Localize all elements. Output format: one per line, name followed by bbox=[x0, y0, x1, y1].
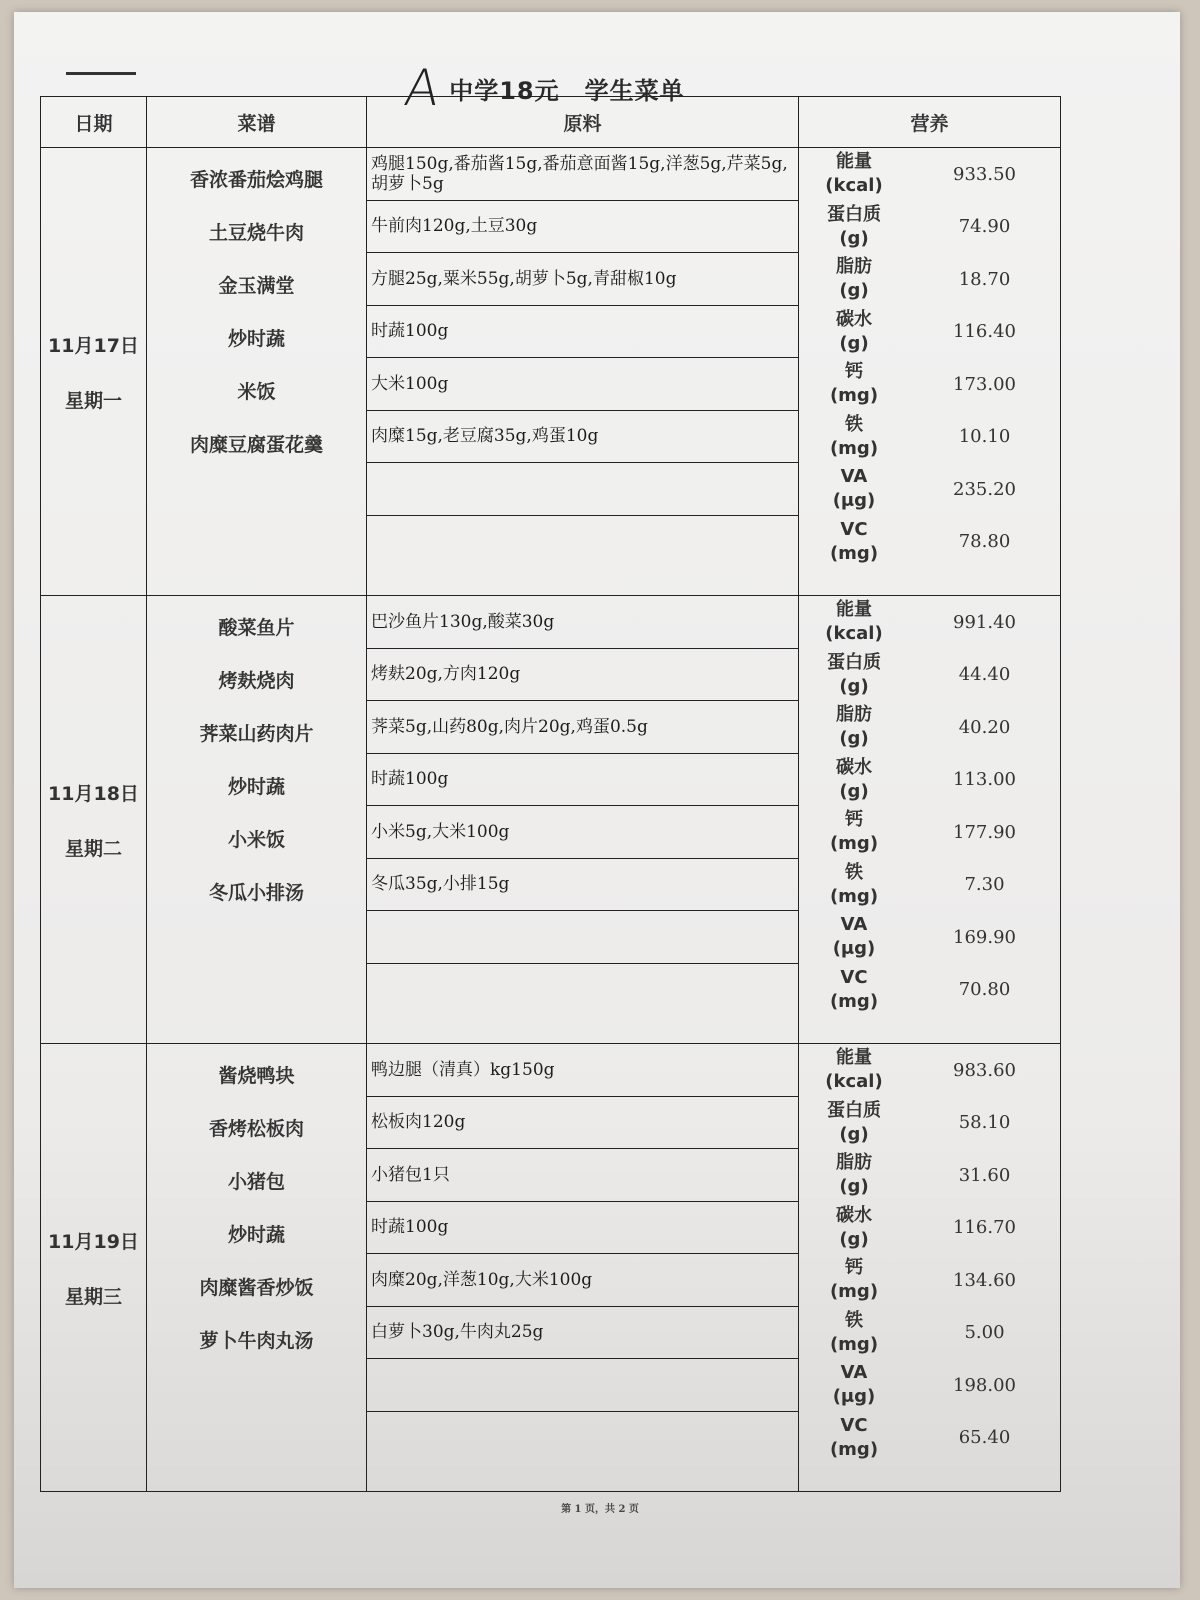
nutrient-label bbox=[799, 703, 909, 751]
weekday-label: 星期一 bbox=[64, 389, 122, 412]
nutrient-label bbox=[799, 1256, 909, 1304]
handwritten-mark: A bbox=[400, 59, 444, 117]
nutrition-row bbox=[799, 859, 1060, 912]
day-row bbox=[41, 596, 1061, 1044]
weekday-label: 星期三 bbox=[64, 1285, 122, 1308]
ingredient-line: 牛前肉120g,土豆30g bbox=[367, 201, 798, 254]
nutrition-row bbox=[799, 754, 1060, 807]
nutrient-name: 铁 bbox=[845, 413, 863, 435]
nutrient-name: 钙 bbox=[845, 1257, 863, 1279]
nutrient-label bbox=[799, 651, 909, 699]
ingredients-cell bbox=[367, 1044, 799, 1492]
nutrition-row bbox=[799, 1149, 1060, 1202]
table-header-row bbox=[41, 97, 1061, 148]
nutrient-value: 933.50 bbox=[953, 163, 1016, 185]
nutrient-name: 碳水 bbox=[836, 756, 872, 778]
nutrient-value: 113.00 bbox=[953, 769, 1016, 791]
nutrient-name: 蛋白质 bbox=[827, 203, 881, 225]
nutrient-label bbox=[799, 808, 909, 856]
nutrient-label bbox=[799, 598, 909, 646]
nutrient-unit: (mg) bbox=[829, 385, 879, 407]
header-nutrition: 营养 bbox=[799, 97, 1061, 148]
nutrient-label bbox=[799, 1361, 909, 1409]
nutrition-row bbox=[799, 148, 1060, 201]
nutrient-unit: (mg) bbox=[829, 1281, 879, 1303]
nutrient-unit: (g) bbox=[839, 1123, 869, 1145]
nutrient-value: 169.90 bbox=[953, 926, 1016, 948]
nutrient-name: VA bbox=[840, 466, 868, 488]
nutrition-row bbox=[799, 1202, 1060, 1255]
nutrient-label bbox=[799, 465, 909, 513]
ingredient-line: 荠菜5g,山药80g,肉片20g,鸡蛋0.5g bbox=[367, 701, 798, 754]
ingredient-line: 小猪包1只 bbox=[367, 1149, 798, 1202]
nutrition-row bbox=[799, 463, 1060, 516]
nutrition-row bbox=[799, 649, 1060, 702]
nutrient-name: 钙 bbox=[845, 809, 863, 831]
dish-name: 肉糜豆腐蛋花羹 bbox=[189, 434, 323, 456]
nutrition-row bbox=[799, 516, 1060, 569]
nutrient-name: 钙 bbox=[845, 361, 863, 383]
nutrition-cell bbox=[799, 596, 1061, 1044]
nutrient-name: 脂肪 bbox=[836, 704, 872, 726]
ingredient-line: 巴沙鱼片130g,酸菜30g bbox=[367, 596, 798, 649]
nutrition-cell bbox=[799, 1044, 1061, 1492]
nutrient-value: 198.00 bbox=[953, 1374, 1016, 1396]
nutrient-name: 能量 bbox=[836, 599, 872, 621]
ingredient-line: 方腿25g,粟米55g,胡萝卜5g,青甜椒10g bbox=[367, 253, 798, 306]
nutrient-label bbox=[799, 756, 909, 804]
date-cell bbox=[41, 148, 147, 596]
nutrient-label bbox=[799, 1046, 909, 1094]
dish-name: 炒时蔬 bbox=[227, 776, 285, 798]
nutrient-value: 70.80 bbox=[958, 979, 1011, 1001]
nutrient-unit: (g) bbox=[839, 780, 869, 802]
nutrient-label bbox=[799, 255, 909, 303]
nutrient-name: 蛋白质 bbox=[827, 651, 881, 673]
nutrient-name: VA bbox=[840, 1362, 868, 1384]
nutrient-unit: (mg) bbox=[829, 1438, 879, 1460]
page-title: 中学18元 学生菜单 bbox=[449, 76, 685, 105]
date-label: 11月17日 bbox=[48, 334, 139, 357]
date-cell bbox=[41, 596, 147, 1044]
ingredient-line: 时蔬100g bbox=[367, 306, 798, 359]
dishes-cell bbox=[147, 148, 367, 596]
nutrition-cell bbox=[799, 148, 1061, 596]
nutrient-label bbox=[799, 413, 909, 461]
ingredient-line: 肉糜20g,洋葱10g,大米100g bbox=[367, 1254, 798, 1307]
nutrition-row bbox=[799, 253, 1060, 306]
nutrient-name: 碳水 bbox=[836, 308, 872, 330]
nutrient-value: 44.40 bbox=[958, 664, 1011, 686]
nutrient-unit: (mg) bbox=[829, 437, 879, 459]
nutrient-name: VC bbox=[840, 518, 868, 540]
day-row bbox=[41, 148, 1061, 596]
dish-name: 酱烧鸭块 bbox=[218, 1065, 295, 1087]
dishes-cell bbox=[147, 1044, 367, 1492]
nutrient-label bbox=[799, 518, 909, 566]
nutrient-label bbox=[799, 1309, 909, 1357]
menu-table bbox=[40, 96, 1061, 1492]
nutrient-value: 235.20 bbox=[953, 478, 1016, 500]
date-label: 11月18日 bbox=[48, 782, 139, 805]
nutrition-row bbox=[799, 806, 1060, 859]
nutrient-value: 40.20 bbox=[958, 716, 1011, 738]
date-label: 11月19日 bbox=[48, 1230, 139, 1253]
ingredient-line: 时蔬100g bbox=[367, 1202, 798, 1255]
nutrient-unit: (g) bbox=[839, 1228, 869, 1250]
dishes-cell bbox=[147, 596, 367, 1044]
nutrient-unit: (mg) bbox=[829, 990, 879, 1012]
nutrient-value: 5.00 bbox=[964, 1322, 1005, 1344]
nutrient-value: 7.30 bbox=[964, 874, 1005, 896]
nutrient-value: 116.70 bbox=[953, 1217, 1016, 1239]
nutrient-unit: (μg) bbox=[832, 1386, 876, 1408]
dish-name: 小米饭 bbox=[227, 829, 285, 851]
nutrient-unit: (mg) bbox=[829, 1333, 879, 1355]
nutrition-row bbox=[799, 701, 1060, 754]
nutrient-value: 134.60 bbox=[953, 1269, 1016, 1291]
ingredient-line: 时蔬100g bbox=[367, 754, 798, 807]
nutrient-label bbox=[799, 150, 909, 198]
nutrient-name: 蛋白质 bbox=[827, 1099, 881, 1121]
nutrition-row bbox=[799, 911, 1060, 964]
nutrition-row bbox=[799, 358, 1060, 411]
nutrient-unit: (mg) bbox=[829, 885, 879, 907]
ingredient-line: 鸡腿150g,番茄酱15g,番茄意面酱15g,洋葱5g,芹菜5g,胡萝卜5g bbox=[367, 148, 798, 201]
nutrition-row bbox=[799, 1044, 1060, 1097]
nutrient-label bbox=[799, 913, 909, 961]
nutrient-unit: (g) bbox=[839, 1176, 869, 1198]
nutrient-unit: (g) bbox=[839, 332, 869, 354]
nutrient-label bbox=[799, 360, 909, 408]
nutrient-value: 173.00 bbox=[953, 373, 1016, 395]
header-dishes: 菜谱 bbox=[147, 97, 367, 148]
ingredient-line: 白萝卜30g,牛肉丸25g bbox=[367, 1307, 798, 1360]
ingredient-line: 大米100g bbox=[367, 358, 798, 411]
nutrition-row bbox=[799, 411, 1060, 464]
dish-name: 土豆烧牛肉 bbox=[208, 222, 304, 244]
nutrient-label bbox=[799, 203, 909, 251]
dish-name: 香浓番茄烩鸡腿 bbox=[189, 169, 323, 191]
header-date: 日期 bbox=[41, 97, 147, 148]
dish-name: 冬瓜小排汤 bbox=[208, 882, 304, 904]
ingredient-line: 松板肉120g bbox=[367, 1097, 798, 1150]
ingredient-line: 鸭边腿（清真）kg150g bbox=[367, 1044, 798, 1097]
ingredient-line bbox=[367, 1359, 798, 1412]
nutrient-unit: (μg) bbox=[832, 490, 876, 512]
nutrient-label bbox=[799, 1204, 909, 1252]
nutrient-unit: (g) bbox=[839, 280, 869, 302]
nutrient-unit: (kcal) bbox=[825, 623, 883, 645]
nutrient-value: 10.10 bbox=[958, 426, 1011, 448]
nutrient-value: 983.60 bbox=[953, 1059, 1016, 1081]
nutrient-unit: (μg) bbox=[832, 938, 876, 960]
nutrient-name: 碳水 bbox=[836, 1204, 872, 1226]
ingredients-cell bbox=[367, 596, 799, 1044]
nutrition-row bbox=[799, 1307, 1060, 1360]
nutrient-unit: (g) bbox=[839, 728, 869, 750]
nutrient-unit: (kcal) bbox=[825, 175, 883, 197]
dish-name: 金玉满堂 bbox=[218, 275, 295, 297]
nutrient-name: 能量 bbox=[836, 151, 872, 173]
dish-name: 肉糜酱香炒饭 bbox=[199, 1277, 314, 1299]
dish-name: 炒时蔬 bbox=[227, 1224, 285, 1246]
nutrient-value: 74.90 bbox=[958, 216, 1011, 238]
ingredient-line bbox=[367, 516, 798, 569]
dish-name: 萝卜牛肉丸汤 bbox=[199, 1330, 314, 1352]
nutrition-row bbox=[799, 596, 1060, 649]
nutrition-row bbox=[799, 1412, 1060, 1465]
nutrient-value: 78.80 bbox=[958, 531, 1011, 553]
date-cell bbox=[41, 1044, 147, 1492]
day-row bbox=[41, 1044, 1061, 1492]
nutrient-value: 177.90 bbox=[953, 821, 1016, 843]
ingredient-line bbox=[367, 1412, 798, 1465]
nutrient-name: 能量 bbox=[836, 1047, 872, 1069]
nutrient-name: VC bbox=[840, 966, 868, 988]
nutrient-unit: (g) bbox=[839, 675, 869, 697]
nutrient-name: VA bbox=[840, 914, 868, 936]
nutrition-row bbox=[799, 1097, 1060, 1150]
header-ingredients: 原料 bbox=[367, 97, 799, 148]
dish-name: 炒时蔬 bbox=[227, 328, 285, 350]
dish-name: 酸菜鱼片 bbox=[218, 617, 295, 639]
nutrient-label bbox=[799, 308, 909, 356]
nutrient-value: 18.70 bbox=[958, 268, 1011, 290]
nutrient-name: 脂肪 bbox=[836, 256, 872, 278]
nutrient-value: 116.40 bbox=[953, 321, 1016, 343]
nutrient-name: 脂肪 bbox=[836, 1152, 872, 1174]
nutrient-value: 991.40 bbox=[953, 611, 1016, 633]
ingredient-line: 肉糜15g,老豆腐35g,鸡蛋10g bbox=[367, 411, 798, 464]
nutrient-label bbox=[799, 1414, 909, 1462]
nutrient-value: 31.60 bbox=[958, 1164, 1011, 1186]
nutrient-unit: (mg) bbox=[829, 542, 879, 564]
dish-name: 荠菜山药肉片 bbox=[199, 723, 314, 745]
ingredient-line: 小米5g,大米100g bbox=[367, 806, 798, 859]
nutrient-label bbox=[799, 861, 909, 909]
nutrient-name: 铁 bbox=[845, 861, 863, 883]
nutrient-unit: (mg) bbox=[829, 833, 879, 855]
pen-stroke bbox=[66, 72, 136, 75]
nutrient-unit: (kcal) bbox=[825, 1071, 883, 1093]
nutrient-unit: (g) bbox=[839, 227, 869, 249]
dish-name: 香烤松板肉 bbox=[208, 1118, 304, 1140]
nutrient-name: 铁 bbox=[845, 1309, 863, 1331]
nutrient-name: VC bbox=[840, 1414, 868, 1436]
ingredient-line: 冬瓜35g,小排15g bbox=[367, 859, 798, 912]
dish-name: 小猪包 bbox=[227, 1171, 285, 1193]
nutrient-label bbox=[799, 1151, 909, 1199]
nutrient-label bbox=[799, 1099, 909, 1147]
nutrient-value: 65.40 bbox=[958, 1427, 1011, 1449]
dish-name: 烤麸烧肉 bbox=[218, 670, 295, 692]
ingredient-line bbox=[367, 964, 798, 1017]
weekday-label: 星期二 bbox=[64, 837, 122, 860]
nutrition-row bbox=[799, 306, 1060, 359]
ingredient-line: 烤麸20g,方肉120g bbox=[367, 649, 798, 702]
page-footer: 第 1 页，共 2 页 bbox=[561, 1504, 639, 1515]
nutrient-label bbox=[799, 966, 909, 1014]
nutrition-row bbox=[799, 201, 1060, 254]
ingredient-line bbox=[367, 463, 798, 516]
nutrition-row bbox=[799, 1254, 1060, 1307]
ingredients-cell bbox=[367, 148, 799, 596]
nutrition-row bbox=[799, 1359, 1060, 1412]
dish-name: 米饭 bbox=[237, 381, 276, 403]
nutrient-value: 58.10 bbox=[958, 1112, 1011, 1134]
ingredient-line bbox=[367, 911, 798, 964]
nutrition-row bbox=[799, 964, 1060, 1017]
